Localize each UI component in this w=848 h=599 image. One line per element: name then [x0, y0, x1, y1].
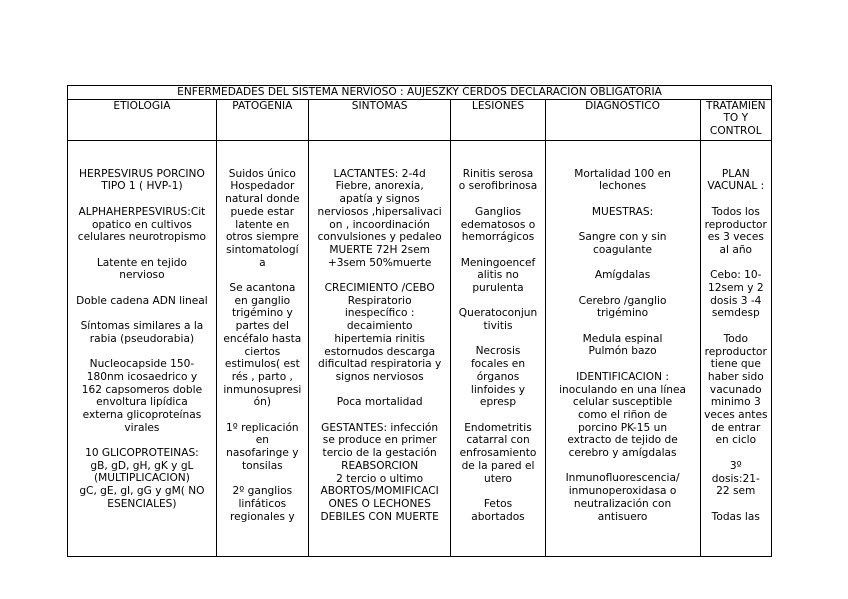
cell-paragraph: Ganglios edematosos o hemorrágicos: [460, 205, 536, 244]
cell-paragraph: Se acantona en ganglio trigémino y partes del encéfalo hasta ciertos estimulos( est rés , parto , inmunosupresi ón): [223, 282, 302, 409]
cell-paragraph: Cerebro /ganglio trigémino: [578, 294, 667, 320]
cell-paragraph: Todo reproductor tiene que haber sido vacunado minimo 3 veces antes de entrar en ciclo: [704, 332, 768, 447]
cell-paragraph: Mortalidad 100 en lechones: [574, 167, 671, 193]
cell-paragraph: MUESTRAS:: [591, 205, 654, 218]
cell-paragraph: Latente en tejido nervioso: [96, 256, 188, 282]
cell-paragraph: Síntomas similares a la rabia (pseudorabia): [80, 320, 204, 345]
cell-paragraph: 1º replicación en nasofaringe y tonsilas: [226, 421, 299, 472]
cell-tratamiento: [700, 140, 771, 556]
cell-paragraph: PLAN VACUNAL :: [707, 167, 765, 193]
header-diagnostico: DIAGNOSTICO: [545, 99, 700, 140]
header-lesiones: LESIONES: [451, 99, 545, 140]
header-etiologia: ETIOLOGIA: [68, 99, 217, 140]
cell-paragraph: CRECIMIENTO /CEBO Respiratorio inespecífico : decaimiento hipertemia rinitis estornudos descarga dificultad respiratoria y signos nerviosos: [317, 282, 442, 383]
header-sintomas: SINTOMAS: [308, 99, 451, 140]
cell-paragraph: Amígdalas: [594, 269, 651, 282]
cell-paragraph: GESTANTES: infección se produce en primer tercio de la gestación REABSORCION 2 tercio o ultimo ABORTOS/MOMIFICACI ONES O LECHONES DEBILES CON MUERTE: [320, 421, 439, 523]
cell-paragraph: Necrosis focales en órganos linfoides y epresp: [470, 345, 526, 409]
cell-paragraph: IDENTIFICACION : inoculando en una línea celular susceptible como el riñon de porcino PK-15 un extracto de tejido de cerebro y amígdalas: [559, 370, 686, 460]
cell-paragraph: Sangre con y sin coagulante: [578, 231, 667, 256]
cell-paragraph: Cebo: 10- 12sem y 2 dosis 3 -4 semdesp: [707, 269, 764, 320]
cell-paragraph: LACTANTES: 2-4d Fiebre, anorexia, apatía y signos nerviosos ,hipersalivaci on , incoordinación convulsiones y pedaleo MUERTE 72H 2sem +3sem 50%muerte: [317, 167, 442, 269]
cell-lesiones: [451, 140, 545, 556]
cell-sintomas: [308, 140, 451, 556]
cell-paragraph: Nucleocapside 150- 180nm icosaedrico y 162 capsomeros doble envoltura lipídica externa glicoproteínas virales: [81, 358, 203, 434]
cell-paragraph: 10 GLICOPROTEINAS: gB, gD, gH, gK y gL (MULTIPLICACION) gC, gE, gI, gG y gM( NO ESENCIALES): [79, 447, 205, 510]
cell-paragraph: Todos los reproductor es 3 veces al año: [704, 205, 767, 256]
cell-paragraph: Poca mortalidad: [336, 396, 423, 409]
cell-paragraph: ALPHAHERPESVIRUS:Cit opatico en cultivos celulares neurotropismo: [77, 205, 207, 244]
table-title: ENFERMEDADES DEL SISTEMA NERVIOSO : AUJESZKY CERDOS DECLARACION OBLIGATORIA: [68, 86, 772, 100]
cell-paragraph: Todas las: [711, 510, 760, 523]
cell-paragraph: Fetos abortados: [471, 497, 525, 523]
cell-paragraph: 2º ganglios linfáticos regionales y: [230, 485, 295, 523]
cell-diagnostico: [545, 140, 700, 556]
cell-paragraph: Medula espinal Pulmón bazo: [582, 332, 663, 358]
header-tratamiento: TRATAMIEN TO Y CONTROL: [700, 99, 771, 140]
disease-table: [67, 85, 772, 557]
cell-paragraph: Suidos único Hospedador natural donde puede estar latente en otros siempre sintomatologí a: [225, 167, 300, 269]
cell-paragraph: Queratoconjun tivitis: [458, 307, 538, 333]
cell-paragraph: 3º dosis:21- 22 sem: [711, 459, 760, 498]
cell-paragraph: Meningoencef alitis no purulenta: [460, 256, 536, 294]
cell-paragraph: Doble cadena ADN lineal: [76, 294, 208, 307]
cell-etiologia: [68, 140, 217, 556]
cell-paragraph: Inmunofluorescencia/ inmunoperoxidasa o neutralización con antisuero: [565, 472, 680, 523]
cell-paragraph: Rinitis serosa o serofibrinosa: [458, 167, 538, 193]
cell-paragraph: HERPESVIRUS PORCINO TIPO 1 ( HVP-1): [79, 167, 205, 193]
header-patogenia: PATOGENIA: [216, 99, 308, 140]
cell-patogenia: [216, 140, 308, 556]
cell-paragraph: Endometritis catarral con enfrosamiento de la pared el utero: [459, 421, 537, 485]
